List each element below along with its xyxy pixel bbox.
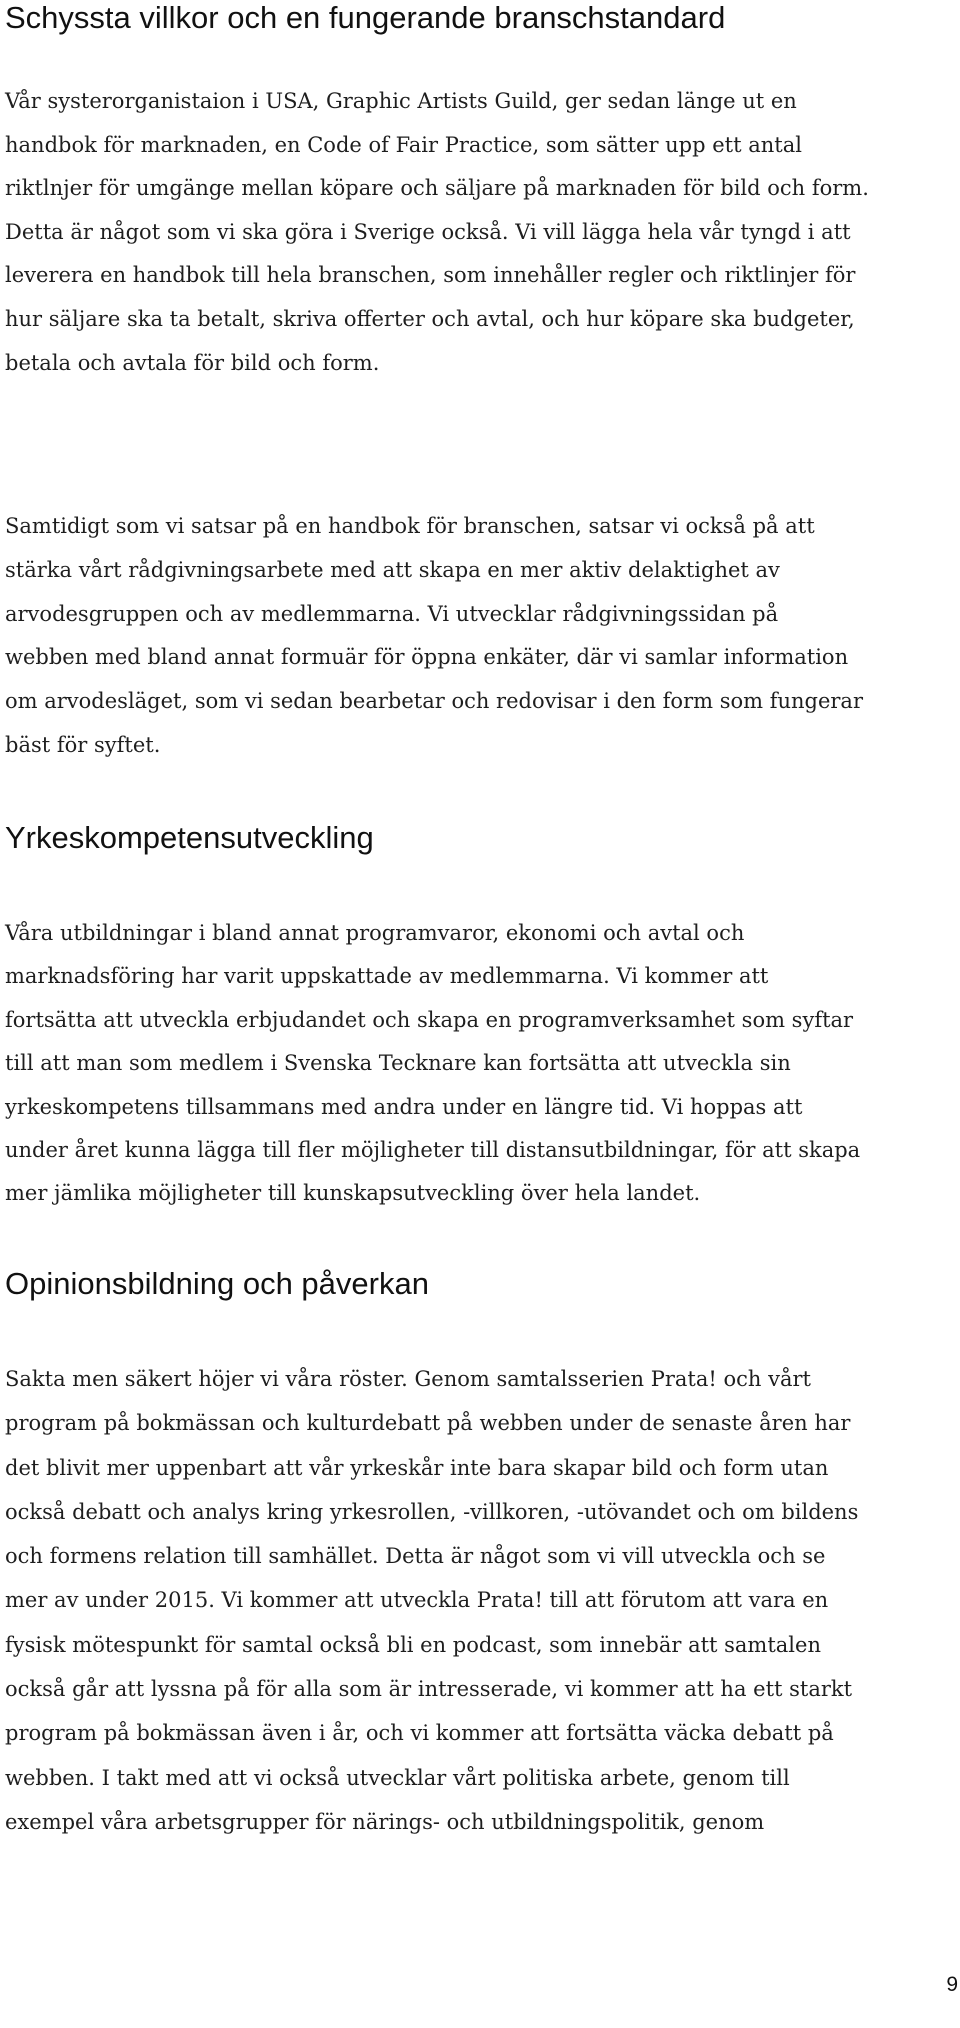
text-line: stärka vårt rådgivningsarbete med att skapa en mer aktiv delaktighet av [5, 557, 780, 582]
heading-yrkeskompetensutveckling: Yrkeskompetensutveckling [5, 820, 374, 855]
text-line: Detta är något som vi ska göra i Sverige också. Vi vill lägga hela vår tyngd i att [5, 219, 851, 244]
text-line: handbok för marknaden, en Code of Fair Practice, som sätter upp ett antal [5, 132, 802, 157]
heading-opinionsbildning: Opinionsbildning och påverkan [5, 1266, 429, 1301]
text-line: bäst för syftet. [5, 732, 161, 757]
text-line: det blivit mer uppenbart att vår yrkeskår inte bara skapar bild och form utan [5, 1455, 829, 1480]
text-line: och formens relation till samhället. Detta är något som vi vill utveckla och se [5, 1544, 826, 1569]
text-line: exempel våra arbetsgrupper för närings- och utbildningspolitik, genom [5, 1809, 765, 1834]
text-line: under året kunna lägga till fler möjligheter till distansutbildningar, för att skapa [5, 1138, 861, 1163]
paragraph-opinionsbildning [5, 1357, 955, 1844]
text-line: leverera en handbok till hela branschen, som innehåller regler och riktlinjer för [5, 263, 856, 288]
text-line: hur säljare ska ta betalt, skriva offerter och avtal, och hur köpare ska budgeter, [5, 306, 855, 331]
text-line: fortsätta att utveckla erbjudandet och skapa en programverksamhet som syftar [5, 1007, 854, 1032]
text-line: mer av under 2015. Vi kommer att utveckla Prata! till att förutom att vara en [5, 1588, 829, 1613]
heading-schyssta-villkor: Schyssta villkor och en fungerande branschstandard [5, 0, 726, 35]
text-line: webben med bland annat formuär för öppna enkäter, där vi samlar information [5, 645, 849, 670]
text-line: riktlnjer för umgänge mellan köpare och säljare på marknaden för bild och form. [5, 176, 869, 201]
text-line: program på bokmässan även i år, och vi kommer att fortsätta väcka debatt på [5, 1721, 834, 1746]
text-line: till att man som medlem i Svenska Tecknare kan fortsätta att utveckla sin [5, 1051, 791, 1076]
text-line: Sakta men säkert höjer vi våra röster. Genom samtalsserien Prata! och vårt [5, 1367, 811, 1391]
page-number: 9 [946, 1973, 958, 1996]
text-line: marknadsföring har varit uppskattade av medlemmarna. Vi kommer att [5, 964, 769, 989]
text-line: fysisk mötespunkt för samtal också bli en podcast, som innebär att samtalen [5, 1632, 821, 1657]
text-line: om arvodesläget, som vi sedan bearbetar och redovisar i den form som fungerar [5, 689, 863, 714]
text-line: arvodesgruppen och av medlemmarna. Vi utvecklar rådgivningssidan på [5, 601, 779, 626]
paragraph-handbok [5, 80, 955, 385]
text-line: Våra utbildningar i bland annat programvaror, ekonomi och avtal och [5, 921, 745, 945]
text-line: program på bokmässan och kulturdebatt på webben under de senaste åren har [5, 1411, 851, 1436]
text-line: webben. I takt med att vi också utvecklar vårt politiska arbete, genom till [5, 1765, 790, 1790]
paragraph-utbildningar [5, 912, 955, 1216]
paragraph-radgivning [5, 505, 955, 768]
text-line: Samtidigt som vi satsar på en handbok för branschen, satsar vi också på att [5, 514, 815, 538]
text-line: också debatt och analys kring yrkesrollen, -villkoren, -utövandet och om bildens [5, 1499, 859, 1524]
text-line: också går att lyssna på för alla som är intresserade, vi kommer att ha ett starkt [5, 1677, 853, 1702]
text-line: Vår systerorganistaion i USA, Graphic Artists Guild, ger sedan länge ut en [5, 89, 797, 113]
text-line: betala och avtala för bild och form. [5, 350, 380, 375]
text-line: mer jämlika möjligheter till kunskapsutveckling över hela landet. [5, 1181, 701, 1206]
text-line: yrkeskompetens tillsammans med andra under en längre tid. Vi hoppas att [5, 1094, 803, 1119]
